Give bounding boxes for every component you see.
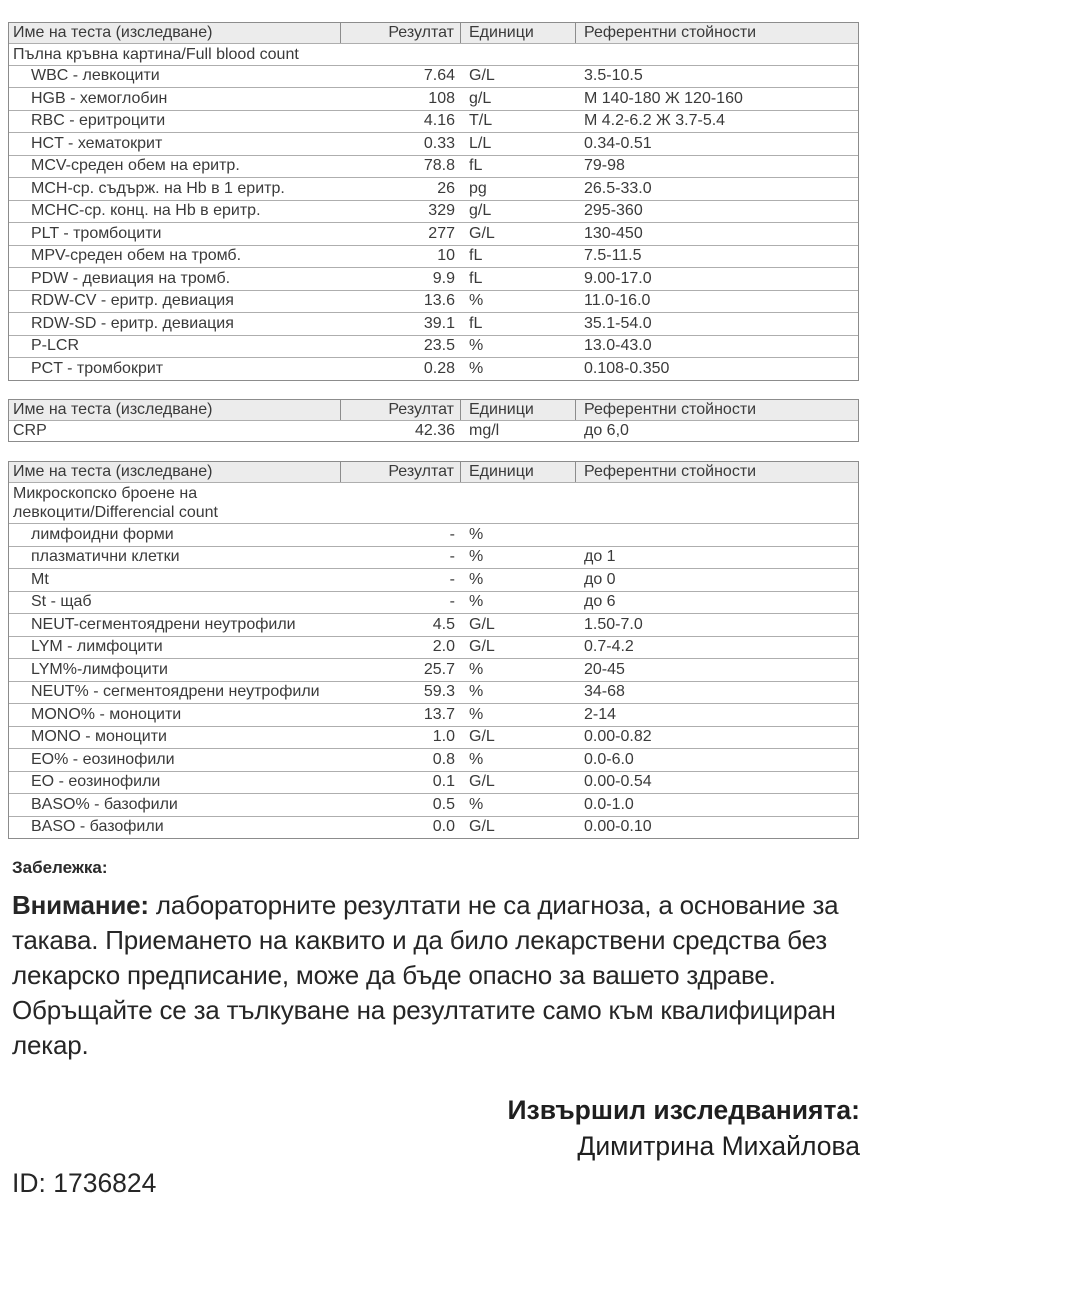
cell-name: HGB - хемоглобин bbox=[31, 89, 168, 107]
cell-units: G/L bbox=[469, 224, 495, 242]
document-id: ID: 1736824 bbox=[12, 1168, 157, 1198]
cell-reference: 20-45 bbox=[584, 660, 625, 678]
cell-reference: 0.00-0.10 bbox=[584, 818, 652, 836]
table-section-title-line: Пълна кръвна картина/Full blood count bbox=[13, 45, 299, 63]
cell-result: 0.5 bbox=[432, 795, 455, 813]
cell-name: HCT - хематокрит bbox=[31, 134, 163, 152]
cell-name: St - щаб bbox=[31, 593, 92, 611]
cell-units: fL bbox=[469, 269, 483, 287]
cell-result: 0.8 bbox=[432, 750, 455, 768]
cell-units: % bbox=[469, 683, 484, 701]
cell-result: 23.5 bbox=[423, 337, 455, 355]
column-header-units: Единици bbox=[461, 462, 576, 482]
cell-result: 13.6 bbox=[423, 292, 455, 310]
cell-units: G/L bbox=[469, 615, 495, 633]
test-row bbox=[9, 177, 858, 200]
cell-name: CRP bbox=[13, 422, 47, 439]
cell-result: 108 bbox=[428, 89, 455, 107]
cell-reference: 3.5-10.5 bbox=[584, 67, 643, 85]
cell-result: 0.0 bbox=[432, 818, 455, 836]
cell-units: % bbox=[469, 795, 484, 813]
cell-units: G/L bbox=[469, 728, 495, 746]
cell-name: RBC - еритроцити bbox=[31, 112, 166, 130]
cell-reference: 2-14 bbox=[584, 705, 617, 723]
cell-units: % bbox=[469, 525, 484, 543]
test-row bbox=[9, 748, 858, 771]
column-header-name: Име на теста (изследване) bbox=[9, 400, 341, 420]
warning-paragraph bbox=[12, 888, 874, 1063]
cell-reference: 0.00-0.82 bbox=[584, 728, 652, 746]
test-row bbox=[9, 65, 858, 88]
test-row bbox=[9, 87, 858, 110]
test-row bbox=[9, 726, 858, 749]
test-row bbox=[9, 793, 858, 816]
cell-units: % bbox=[469, 593, 484, 611]
cell-result: 329 bbox=[428, 202, 455, 220]
test-row bbox=[9, 681, 858, 704]
cell-name: RDW-SD - еритр. девиация bbox=[31, 314, 234, 332]
test-row bbox=[9, 357, 858, 380]
cell-result: 26 bbox=[437, 179, 455, 197]
warning-text: лабораторните резултати не са диагноза, а основание за такава. Приемането на каквито и да било лекарствени средства без лекарско предписание, може да бъде опасно за вашето здраве. Обръщайте се за тълкуване на резултатите само към квалифициран лекар. bbox=[12, 890, 839, 1060]
cell-reference: 0.0-1.0 bbox=[584, 795, 634, 813]
cell-reference: М 140-180 Ж 120-160 bbox=[584, 89, 743, 107]
test-row bbox=[9, 591, 858, 614]
cell-name: LYM%-лимфоцити bbox=[31, 660, 168, 678]
cell-name: MONO% - моноцити bbox=[31, 705, 182, 723]
cell-units: g/L bbox=[469, 89, 492, 107]
cell-result: - bbox=[449, 548, 455, 566]
cell-reference: 1.50-7.0 bbox=[584, 615, 643, 633]
column-header-result: Резултат bbox=[341, 400, 461, 420]
cell-units: G/L bbox=[469, 818, 495, 836]
cell-reference: до 6,0 bbox=[584, 422, 629, 439]
cell-result: 59.3 bbox=[423, 683, 455, 701]
cell-units: L/L bbox=[469, 134, 492, 152]
test-row bbox=[9, 267, 858, 290]
cell-reference: 0.00-0.54 bbox=[584, 773, 652, 791]
cell-result: 25.7 bbox=[423, 660, 455, 678]
column-header-result: Резултат bbox=[341, 462, 461, 482]
cell-name: P-LCR bbox=[31, 337, 80, 355]
test-row bbox=[9, 222, 858, 245]
cell-name: лимфоидни форми bbox=[31, 525, 174, 543]
test-row bbox=[9, 816, 858, 839]
test-row bbox=[9, 110, 858, 133]
cell-result: 277 bbox=[428, 224, 455, 242]
column-header-result: Резултат bbox=[341, 23, 461, 43]
column-header-reference: Референтни стойности bbox=[584, 401, 757, 418]
column-header-reference: Референтни стойности bbox=[584, 463, 757, 480]
cell-result: 0.1 bbox=[432, 773, 455, 791]
performed-by-label: Извършил изследванията: bbox=[507, 1095, 860, 1125]
cell-units: G/L bbox=[469, 67, 495, 85]
test-row bbox=[9, 546, 858, 569]
cell-reference: 11.0-16.0 bbox=[584, 292, 651, 310]
cell-units: % bbox=[469, 705, 484, 723]
cell-reference: 0.34-0.51 bbox=[584, 134, 652, 152]
note-label: Забележка: bbox=[12, 858, 108, 877]
cell-name: MCH-ср. съдърж. на Hb в 1 еритр. bbox=[31, 179, 285, 197]
test-row bbox=[9, 613, 858, 636]
cell-reference: до 6 bbox=[584, 593, 616, 611]
column-header-units: Единици bbox=[461, 23, 576, 43]
test-row bbox=[9, 771, 858, 794]
cell-name: Mt bbox=[31, 570, 49, 588]
cell-name: плазматични клетки bbox=[31, 548, 180, 566]
cell-units: g/L bbox=[469, 202, 492, 220]
test-row bbox=[9, 636, 858, 659]
table-header-row bbox=[9, 23, 858, 43]
cell-name: PDW - девиация на тромб. bbox=[31, 269, 231, 287]
cell-result: - bbox=[449, 525, 455, 543]
cell-reference: 0.108-0.350 bbox=[584, 359, 670, 377]
cell-reference: М 4.2-6.2 Ж 3.7-5.4 bbox=[584, 112, 726, 130]
cell-result: 78.8 bbox=[423, 157, 455, 175]
test-row bbox=[9, 312, 858, 335]
cell-units: % bbox=[469, 570, 484, 588]
cell-result: - bbox=[449, 570, 455, 588]
cbc-results-table bbox=[8, 22, 859, 381]
cell-name: NEUT% - сегментоядрени неутрофили bbox=[31, 683, 320, 701]
test-row bbox=[9, 658, 858, 681]
cell-reference: 295-360 bbox=[584, 202, 643, 220]
signature-block bbox=[508, 1092, 861, 1164]
cell-result: 9.9 bbox=[432, 269, 455, 287]
cell-reference: 7.5-11.5 bbox=[584, 247, 642, 265]
cell-reference: 130-450 bbox=[584, 224, 643, 242]
cell-reference: до 1 bbox=[584, 548, 616, 566]
cell-result: 1.0 bbox=[432, 728, 455, 746]
cell-result: 42.36 bbox=[414, 422, 455, 439]
test-row bbox=[9, 420, 858, 441]
differential-results-table bbox=[8, 461, 859, 839]
test-row bbox=[9, 132, 858, 155]
cell-result: 7.64 bbox=[423, 67, 455, 85]
cell-units: % bbox=[469, 359, 484, 377]
test-row bbox=[9, 568, 858, 591]
table-section-title bbox=[9, 43, 858, 65]
table-section-title bbox=[9, 482, 858, 523]
cell-units: % bbox=[469, 292, 484, 310]
cell-reference: до 0 bbox=[584, 570, 616, 588]
cell-name: BASO - базофили bbox=[31, 818, 164, 836]
warning-label: Внимание: bbox=[12, 890, 149, 920]
crp-results-table bbox=[8, 399, 859, 442]
cell-reference: 9.00-17.0 bbox=[584, 269, 652, 287]
cell-result: 39.1 bbox=[423, 314, 455, 332]
table-section-title-line: левкоцити/Differencial count bbox=[13, 504, 218, 521]
cell-reference: 0.7-4.2 bbox=[584, 638, 634, 656]
cell-units: % bbox=[469, 750, 484, 768]
cell-units: % bbox=[469, 660, 484, 678]
cell-units: G/L bbox=[469, 773, 495, 791]
cell-name: WBC - левкоцити bbox=[31, 67, 160, 85]
test-row bbox=[9, 155, 858, 178]
cell-reference: 34-68 bbox=[584, 683, 625, 701]
cell-name: MCHC-ср. конц. на Hb в еритр. bbox=[31, 202, 261, 220]
cell-result: 13.7 bbox=[423, 705, 455, 723]
cell-name: NEUT-сегментоядрени неутрофили bbox=[31, 615, 296, 633]
cell-units: fL bbox=[469, 314, 483, 332]
cell-name: BASO% - базофили bbox=[31, 795, 178, 813]
cell-name: LYM - лимфоцити bbox=[31, 638, 163, 656]
test-row bbox=[9, 200, 858, 223]
cell-reference: 0.0-6.0 bbox=[584, 750, 634, 768]
column-header-name: Име на теста (изследване) bbox=[9, 462, 341, 482]
cell-units: % bbox=[469, 548, 484, 566]
test-row bbox=[9, 245, 858, 268]
cell-units: mg/l bbox=[469, 422, 500, 439]
cell-units: pg bbox=[469, 179, 487, 197]
test-row bbox=[9, 703, 858, 726]
cell-reference: 79-98 bbox=[584, 157, 625, 175]
cell-name: EO% - еозинофили bbox=[31, 750, 175, 768]
cell-result: - bbox=[449, 593, 455, 611]
cell-name: MPV-среден обем на тромб. bbox=[31, 247, 242, 265]
cell-units: % bbox=[469, 337, 484, 355]
cell-name: RDW-CV - еритр. девиация bbox=[31, 292, 234, 310]
performed-by-name: Димитрина Михайлова bbox=[577, 1131, 860, 1161]
cell-name: PLT - тромбоцити bbox=[31, 224, 162, 242]
test-row bbox=[9, 523, 858, 546]
cell-units: fL bbox=[469, 157, 483, 175]
cell-result: 4.5 bbox=[432, 615, 455, 633]
test-row bbox=[9, 290, 858, 313]
cell-result: 2.0 bbox=[432, 638, 455, 656]
cell-result: 0.33 bbox=[423, 134, 455, 152]
table-header-row bbox=[9, 400, 858, 420]
cell-name: MONO - моноцити bbox=[31, 728, 167, 746]
cell-reference: 35.1-54.0 bbox=[584, 314, 652, 332]
cell-result: 0.28 bbox=[423, 359, 455, 377]
cell-units: T/L bbox=[469, 112, 493, 130]
cell-result: 4.16 bbox=[423, 112, 455, 130]
table-section-title-line: Микроскопско броене на bbox=[13, 484, 198, 502]
cell-units: fL bbox=[469, 247, 483, 265]
cell-units: G/L bbox=[469, 638, 495, 656]
column-header-units: Единици bbox=[461, 400, 576, 420]
cell-name: EO - еозинофили bbox=[31, 773, 161, 791]
column-header-reference: Референтни стойности bbox=[584, 24, 757, 41]
table-header-row bbox=[9, 462, 858, 482]
cell-name: MCV-среден обем на еритр. bbox=[31, 157, 240, 175]
cell-result: 10 bbox=[437, 247, 455, 265]
cell-name: PCT - тромбокрит bbox=[31, 359, 164, 377]
cell-reference: 13.0-43.0 bbox=[584, 337, 652, 355]
cell-reference: 26.5-33.0 bbox=[584, 179, 652, 197]
test-row bbox=[9, 335, 858, 358]
column-header-name: Име на теста (изследване) bbox=[9, 23, 341, 43]
